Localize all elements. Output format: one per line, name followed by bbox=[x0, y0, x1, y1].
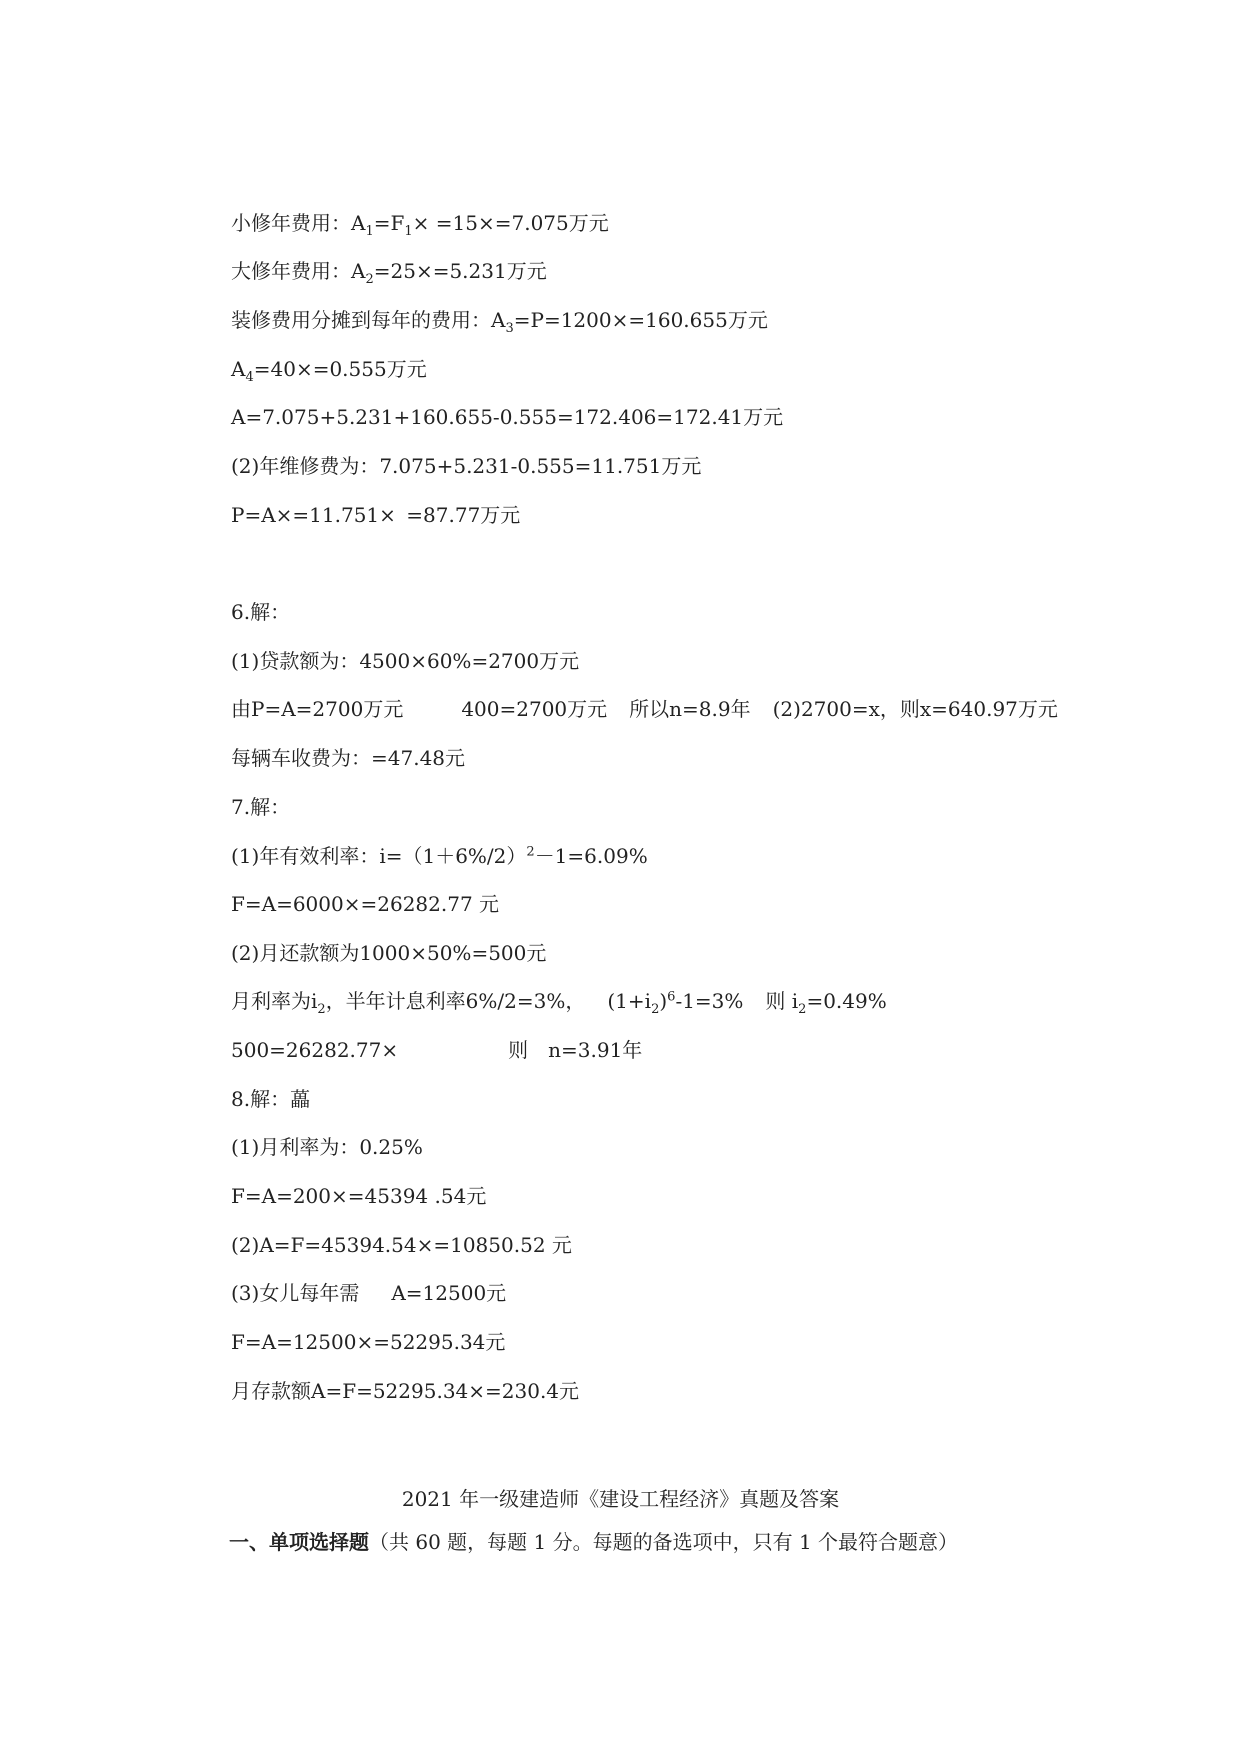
solution-line-annuity: (2)A=F=45394.54×=10850.52 元 bbox=[231, 1233, 572, 1257]
text: P=A×=11.751× bbox=[231, 503, 403, 527]
text: =F bbox=[373, 211, 405, 235]
section-label: 一、单项选择题 bbox=[229, 1530, 369, 1554]
text: A bbox=[231, 357, 246, 381]
text: (3)女儿每年需 bbox=[231, 1281, 360, 1305]
superscript: 6 bbox=[667, 989, 676, 1005]
subscript: 3 bbox=[505, 321, 514, 336]
subscript: 1 bbox=[365, 224, 374, 239]
section-note: （共 60 题，每题 1 分。每题的备选项中，只有 1 个最符合题意） bbox=[369, 1530, 959, 1554]
text: 装修费用分摊到每年的费用：A bbox=[231, 308, 506, 332]
solution-line-savings-future-value: F=A=200×=45394 .54元 bbox=[231, 1184, 487, 1208]
text: 由P=A=2700万元 bbox=[231, 697, 404, 721]
solution-line-minor-repair bbox=[231, 210, 609, 239]
text: ) bbox=[659, 989, 668, 1013]
text: =P=1200×=160.655万元 bbox=[513, 308, 768, 332]
subscript: 2 bbox=[317, 1002, 326, 1017]
solution-line-effective-rate bbox=[231, 843, 648, 869]
superscript: 2 bbox=[526, 844, 535, 860]
solution-line-monthly-deposit: 月存款额A=F=52295.34×=230.4元 bbox=[231, 1379, 580, 1403]
solution-line-repayment-period bbox=[231, 696, 1058, 722]
text: 则 bbox=[508, 1038, 529, 1062]
text: 小修年费用：A bbox=[231, 211, 366, 235]
text: =25×=5.231万元 bbox=[373, 259, 547, 283]
problem-6-heading: 6.解： bbox=[231, 600, 291, 624]
solution-line-a4 bbox=[231, 356, 427, 385]
exam-title: 2021 年一级建造师《建设工程经济》真题及答案 bbox=[401, 1487, 840, 1511]
text: 则 i bbox=[765, 989, 799, 1013]
text: (2)2700=x，则x=640.97万元 bbox=[772, 697, 1058, 721]
subscript: 1 bbox=[404, 224, 413, 239]
solution-line-daughter-need bbox=[231, 1280, 506, 1306]
text: 月利率为i bbox=[231, 989, 318, 1013]
solution-line-major-repair bbox=[231, 258, 547, 287]
text: －1=6.09% bbox=[534, 844, 648, 868]
text: (1+i bbox=[607, 989, 652, 1013]
text: × bbox=[412, 211, 436, 235]
text: 500=26282.77× bbox=[231, 1038, 399, 1062]
text: =0.49% bbox=[806, 989, 887, 1013]
text: 400=2700万元 bbox=[461, 697, 608, 721]
solution-line-required-fund: F=A=12500×=52295.34元 bbox=[231, 1330, 506, 1354]
subscript: 2 bbox=[651, 1002, 660, 1017]
solution-line-month-rate: (1)月利率为：0.25% bbox=[231, 1135, 423, 1159]
text: n=3.91年 bbox=[548, 1038, 643, 1062]
text: A=12500元 bbox=[391, 1281, 507, 1305]
solution-line-total-a: A=7.075+5.231+160.655-0.555=172.406=172.41万元 bbox=[231, 405, 784, 429]
solution-line-vehicle-fee: 每辆车收费为：=47.48元 bbox=[231, 746, 466, 770]
subscript: 4 bbox=[245, 370, 254, 385]
text: =87.77万元 bbox=[406, 503, 521, 527]
solution-line-future-value: F=A=6000×=26282.77 元 bbox=[231, 892, 500, 916]
solution-line-loan-amount: (1)贷款额为：4500×60%=2700万元 bbox=[231, 649, 580, 673]
text: (1)年有效利率：i=（1＋6%/2） bbox=[231, 844, 527, 868]
text: 大修年费用：A bbox=[231, 259, 366, 283]
subscript: 2 bbox=[365, 272, 374, 287]
solution-line-monthly-rate bbox=[231, 988, 887, 1017]
solution-line-monthly-repayment: (2)月还款额为1000×50%=500元 bbox=[231, 941, 547, 965]
solution-line-repayment-years bbox=[231, 1037, 642, 1063]
solution-line-decoration bbox=[231, 307, 768, 336]
text: =15×=7.075万元 bbox=[435, 211, 609, 235]
text: 所以n=8.9年 bbox=[629, 697, 751, 721]
solution-line-present-value bbox=[231, 502, 520, 528]
problem-8-heading: 8.解：藟 bbox=[231, 1087, 311, 1111]
problem-7-heading: 7.解： bbox=[231, 795, 291, 819]
text: =40×=0.555万元 bbox=[253, 357, 427, 381]
solution-line-annual-maintenance: (2)年维修费为：7.075+5.231-0.555=11.751万元 bbox=[231, 454, 702, 478]
subscript: 2 bbox=[798, 1002, 807, 1017]
section-heading bbox=[229, 1529, 958, 1555]
text: -1=3% bbox=[675, 989, 744, 1013]
text: ，半年计息利率6%/2=3%， bbox=[325, 989, 586, 1013]
